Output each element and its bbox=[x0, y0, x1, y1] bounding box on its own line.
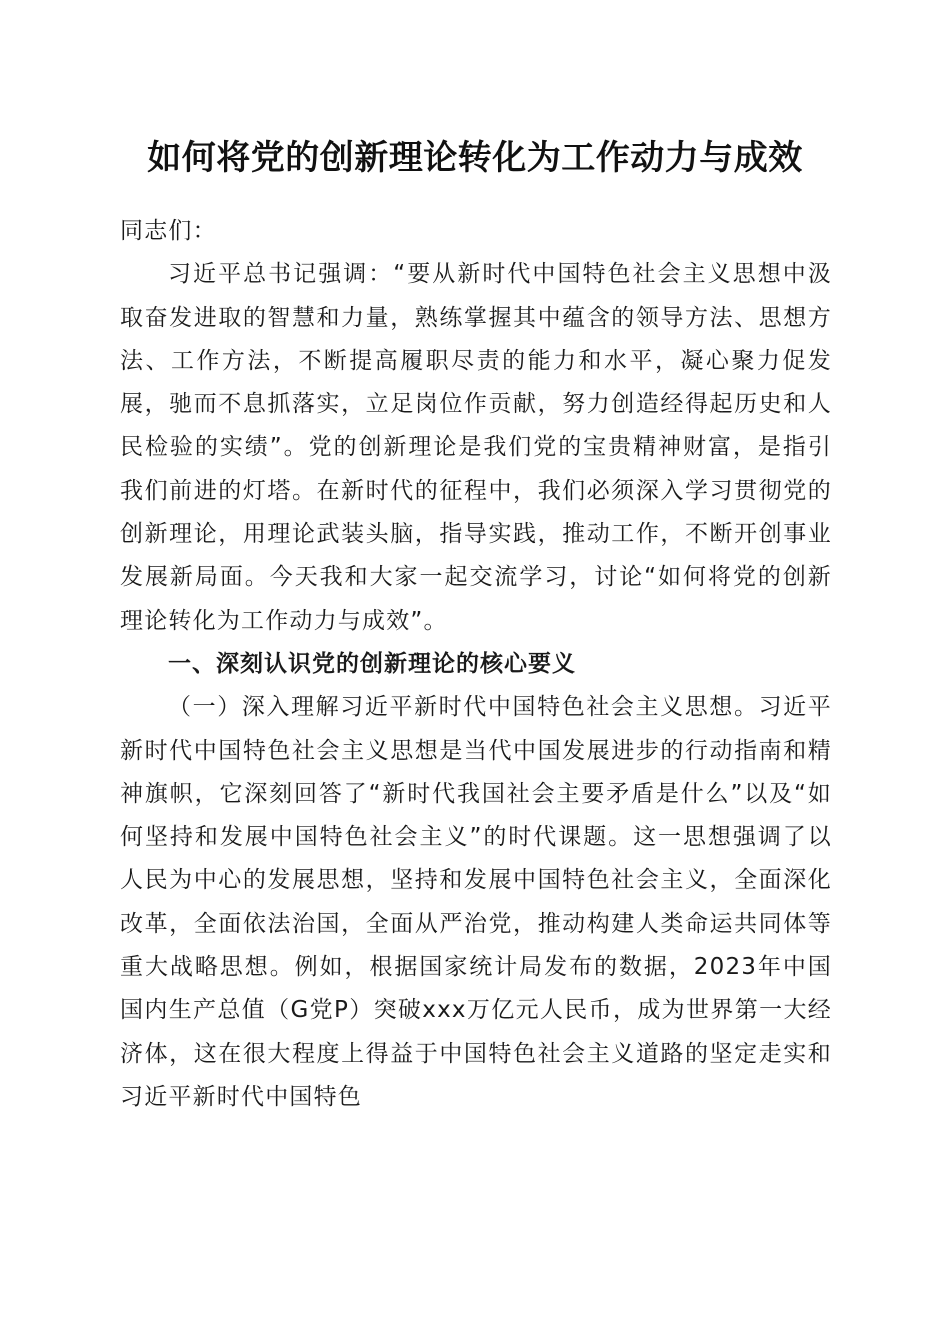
document-title: 如何将党的创新理论转化为工作动力与成效 bbox=[147, 138, 803, 178]
section-heading: 一、深刻认识党的创新理论的核心要义 bbox=[168, 650, 576, 677]
paragraph-intro: 习近平总书记强调：“要从新时代中国特色社会主义思想中汲取奋发进取的智慧和力量，熟练掌握其中蕴含的领导方法、思想方法、工作方法，不断提高履职尽责的能力和水平，凝心聚力促发展，驰而不息抓落实，立足岗位作贡献，努力创造经得起历史和人民检验的实绩”。党的创新理论是我们党的宝贵精神财富，是指引我们前进的灯塔。在新时代的征程中，我们必须深入学习贯彻党的创新理论，用理论武装头脑，指导实践，推动工作，不断开创事业发展新局面。今天我和大家一起交流学习，讨论“如何将党的创新理论转化为工作动力与成效”。 bbox=[120, 261, 832, 634]
document-body bbox=[120, 210, 832, 1119]
salutation: 同志们： bbox=[120, 218, 217, 244]
paragraph-section-1-1: （一）深入理解习近平新时代中国特色社会主义思想。习近平新时代中国特色社会主义思想是当代中国发展进步的行动指南和精神旗帜，它深刻回答了“新时代我国社会主要矛盾是什么”以及“如何坚持和发展中国特色社会主义”的时代课题。这一思想强调了以人民为中心的发展思想，坚持和发展中国特色社会主义，全面深化改革，全面依法治国，全面从严治党，推动构建人类命运共同体等重大战略思想。例如，根据国家统计局发布的数据，2023年中国国内生产总值（G党P）突破xxx万亿元人民币，成为世界第一大经济体，这在很大程度上得益于中国特色社会主义道路的坚定走实和习近平新时代中国特色 bbox=[120, 694, 832, 1110]
